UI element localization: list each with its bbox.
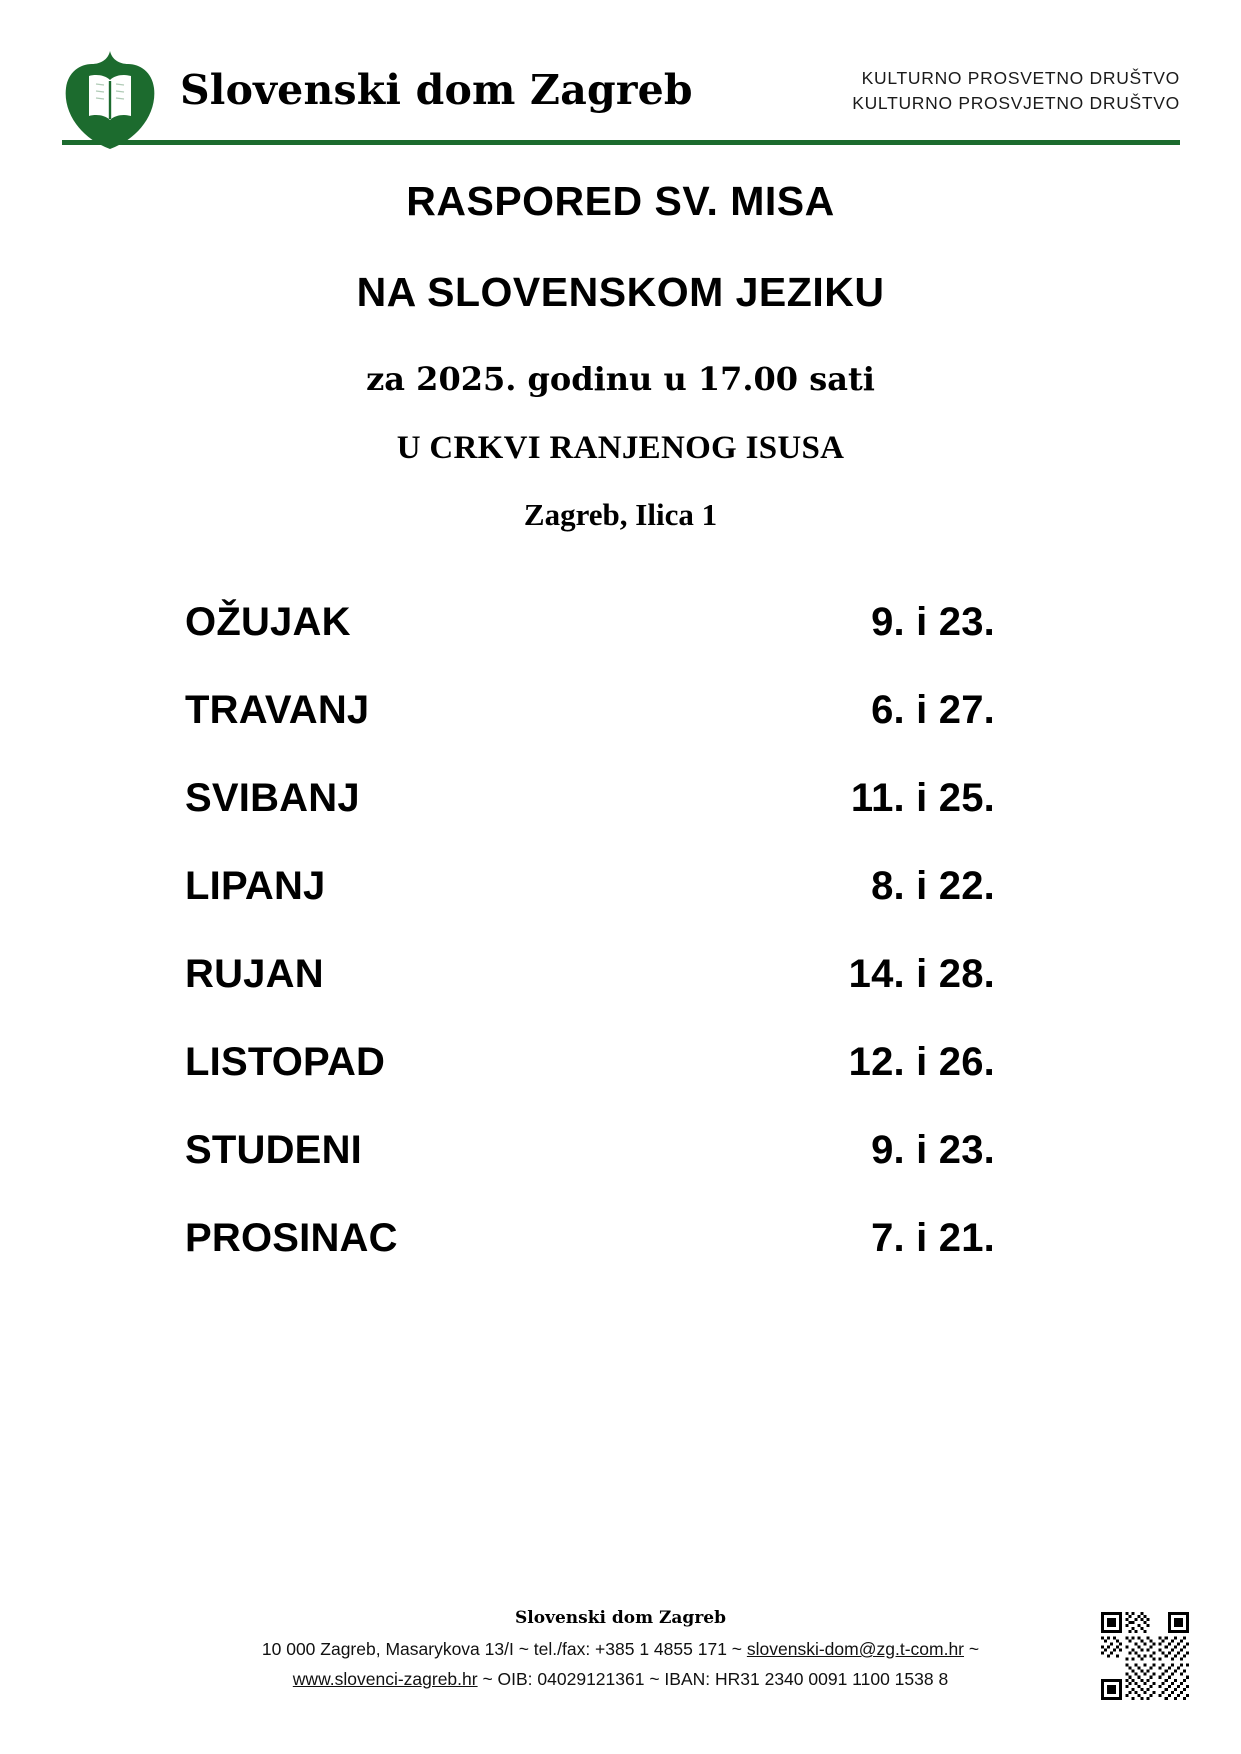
schedule-month: TRAVANJ xyxy=(185,688,370,732)
schedule-row xyxy=(185,1216,995,1304)
schedule-dates: 11. i 25. xyxy=(850,776,995,820)
footer-line1-suffix: ~ xyxy=(964,1639,980,1659)
logo xyxy=(62,50,158,150)
footer-org-name: Slovenski dom Zagreb xyxy=(515,1608,726,1628)
schedule-month: OŽUJAK xyxy=(185,600,351,644)
footer-email-link[interactable]: slovenski-dom@zg.t-com.hr xyxy=(746,1639,965,1659)
footer-contact-line-1 xyxy=(0,1634,1241,1664)
schedule-dates: 9. i 23. xyxy=(871,600,995,644)
document-subtitle-year-time: za 2025. godinu u 17.00 sati xyxy=(366,360,875,398)
page-footer xyxy=(0,1608,1241,1694)
schedule-row xyxy=(185,1128,995,1216)
header-divider xyxy=(62,140,1180,145)
schedule-dates: 7. i 21. xyxy=(871,1216,995,1260)
schedule-row xyxy=(185,1040,995,1128)
schedule-month: LIPANJ xyxy=(185,864,326,908)
schedule-month: STUDENI xyxy=(185,1128,362,1172)
schedule-row xyxy=(185,600,995,688)
schedule-month: SVIBANJ xyxy=(185,776,360,820)
schedule-month: LISTOPAD xyxy=(185,1040,386,1084)
schedule-dates: 14. i 28. xyxy=(848,952,995,996)
subtitle-line-1: KULTURNO PROSVETNO DRUŠTVO xyxy=(861,68,1180,88)
footer-address-text: 10 000 Zagreb, Masarykova 13/I ~ tel./fax: +385 1 4855 171 ~ xyxy=(261,1639,747,1659)
venue-address: Zagreb, Ilica 1 xyxy=(523,497,718,532)
schedule-list xyxy=(185,600,995,1304)
organization-title: Slovenski dom Zagreb xyxy=(180,66,693,114)
schedule-dates: 12. i 26. xyxy=(848,1040,995,1084)
schedule-row xyxy=(185,864,995,952)
schedule-dates: 8. i 22. xyxy=(871,864,995,908)
schedule-row xyxy=(185,688,995,776)
subtitle-line-2: KULTURNO PROSVJETNO DRUŠTVO xyxy=(852,93,1180,113)
document-title-line-1: RASPORED SV. MISA xyxy=(406,178,835,224)
title-block xyxy=(0,178,1241,533)
schedule-dates: 6. i 27. xyxy=(871,688,995,732)
document-title-line-2: NA SLOVENSKOM JEZIKU xyxy=(356,269,885,315)
schedule-month: PROSINAC xyxy=(185,1216,398,1260)
schedule-row xyxy=(185,776,995,864)
footer-website-link[interactable]: www.slovenci-zagreb.hr xyxy=(292,1669,478,1689)
footer-legal-text: ~ OIB: 04029121361 ~ IBAN: HR31 2340 0091 1100 1538 8 xyxy=(477,1669,949,1689)
schedule-dates: 9. i 23. xyxy=(871,1128,995,1172)
leaf-book-logo-icon xyxy=(62,50,158,150)
schedule-month: RUJAN xyxy=(185,952,324,996)
venue-name: U CRKVI RANJENOG ISUSA xyxy=(396,430,845,466)
schedule-row xyxy=(185,952,995,1040)
qr-code-icon xyxy=(1101,1612,1189,1700)
page-header xyxy=(62,48,1180,148)
organization-subtitle xyxy=(852,66,1180,116)
footer-contact-line-2 xyxy=(0,1664,1241,1694)
